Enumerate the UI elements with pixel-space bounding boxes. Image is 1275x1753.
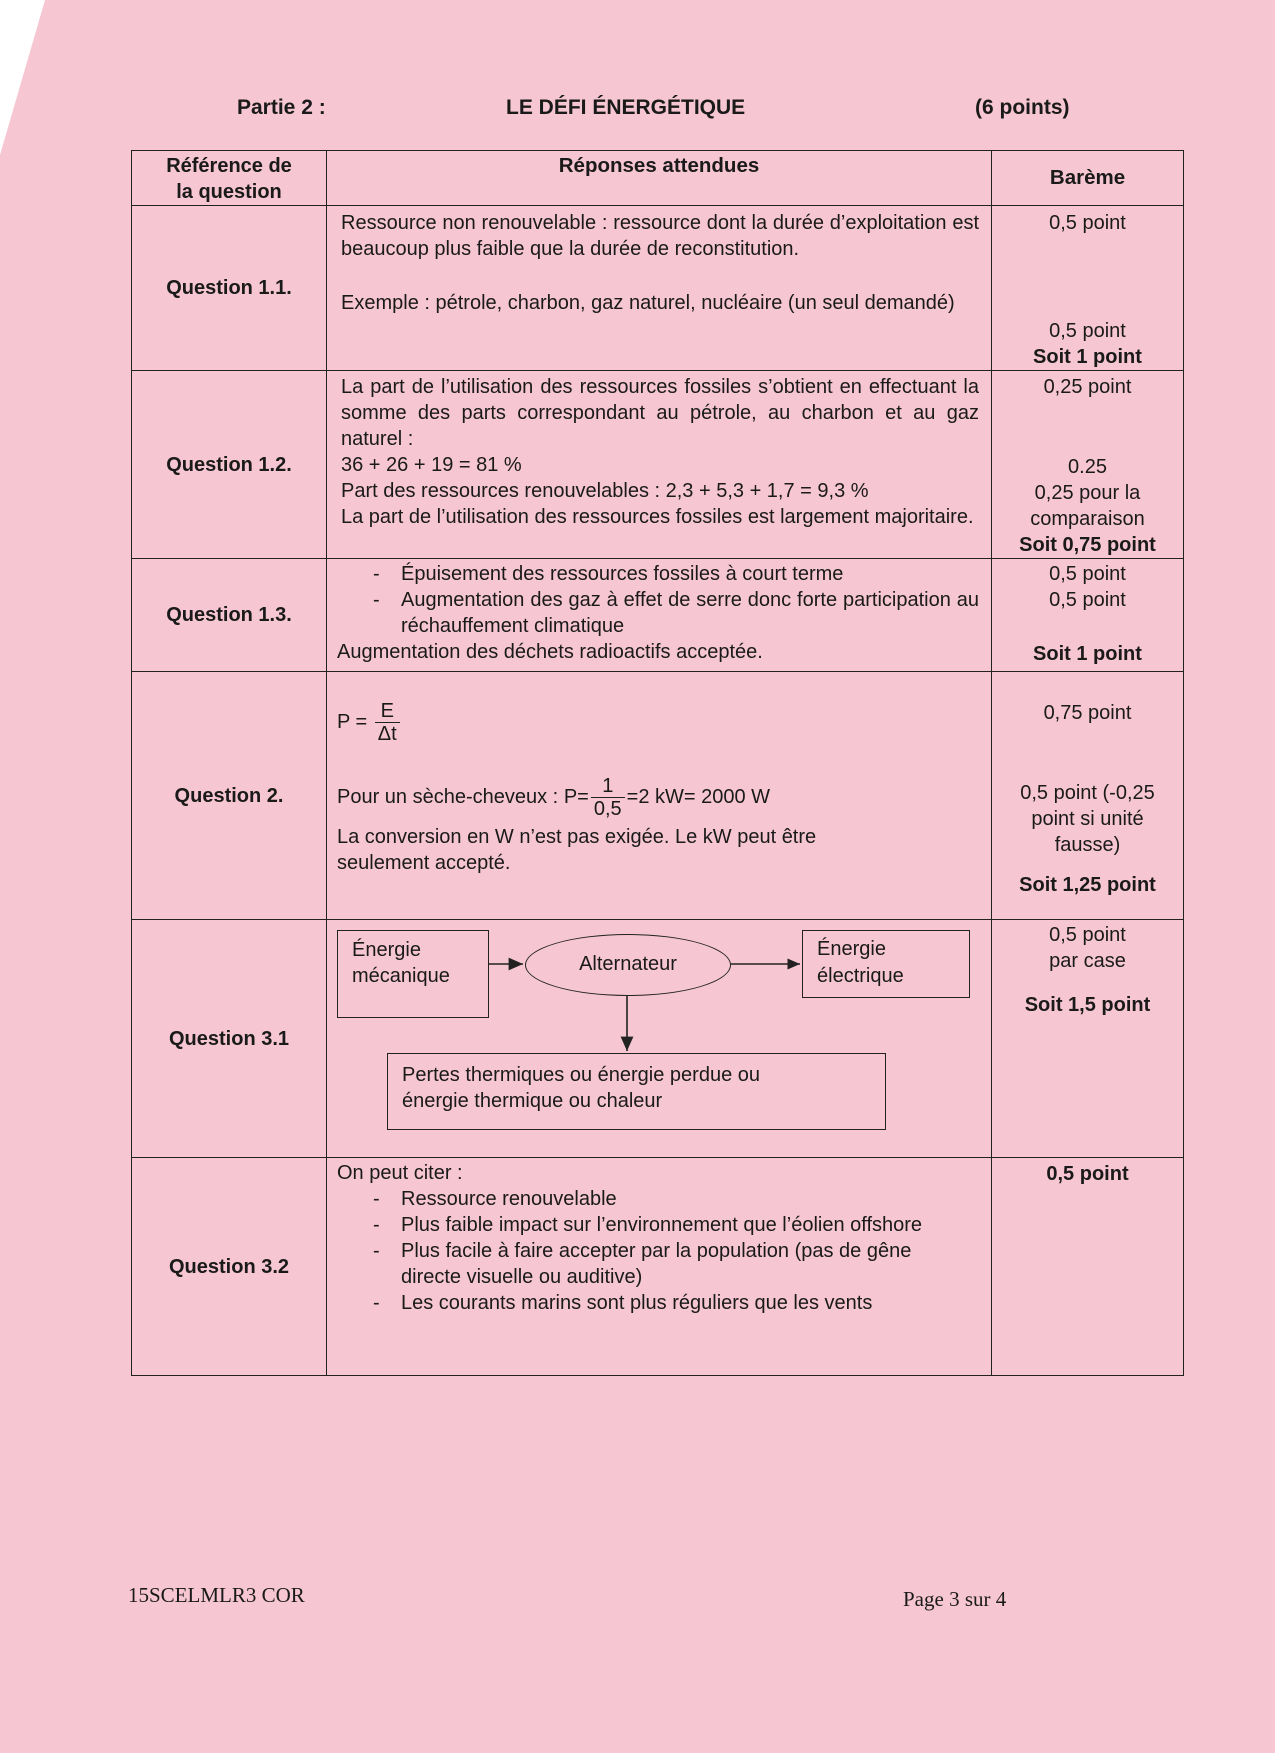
box-energie-mecanique-line1: Énergie [352, 939, 421, 961]
list-item: - Les courants marins sont plus réguliers que les vents [337, 1290, 979, 1316]
bareme-q12-1: 0,25 point [1043, 376, 1132, 398]
formula-denominator: Δt [377, 723, 397, 745]
seche-p: P= [563, 785, 589, 808]
table-row [132, 559, 1184, 672]
bareme-q11-total: Soit 1 point [1033, 346, 1142, 368]
seche-numerator: 1 [591, 775, 625, 798]
answer-q2 [327, 672, 992, 920]
table-row [132, 371, 1184, 559]
bareme-q11-2: 0,5 point [1049, 320, 1126, 342]
ref-q13: Question 1.3. [132, 559, 327, 672]
answer-q12-sum: 36 + 26 + 19 = 81 % [341, 454, 522, 476]
header-reference-line2: la question [176, 181, 282, 203]
bareme-q13-total: Soit 1 point [1033, 643, 1142, 665]
page-title: LE DÉFI ÉNERGÉTIQUE [506, 96, 746, 119]
bareme-q13-2: 0,5 point [1049, 589, 1126, 611]
answer-q13 [327, 559, 992, 672]
answer-q13-extra: Augmentation des déchets radioactifs acceptée. [337, 641, 763, 663]
answer-q12-conclusion: La part de l’utilisation des ressources fossiles est largement majoritaire. [341, 506, 974, 528]
box-pertes-line1: Pertes thermiques ou énergie perdue ou [402, 1064, 761, 1086]
table-row [132, 1158, 1184, 1376]
answer-q12-renewables: Part des ressources renouvelables : 2,3 + 5,3 + 1,7 = 9,3 % [341, 480, 869, 502]
answer-q2-note: La conversion en W n’est pas exigée. Le kW peut être seulement accepté. [337, 826, 817, 874]
seche-result: =2 kW= 2000 W [626, 785, 771, 808]
answer-q11 [327, 206, 992, 371]
answer-q32-intro: On peut citer : [337, 1162, 463, 1184]
page-corner [0, 0, 45, 155]
box-pertes-line2: énergie thermique ou chaleur [402, 1090, 663, 1112]
answer-q11-definition: Ressource non renouvelable : ressource dont la durée d’exploitation est beaucoup plus faible que la durée de reconstitution. [341, 212, 979, 260]
ref-q12: Question 1.2. [132, 371, 327, 559]
table-header-row [132, 151, 1184, 206]
formula-p: P = [337, 710, 368, 733]
header-bareme: Barème [992, 151, 1184, 206]
ref-q2: Question 2. [132, 672, 327, 920]
bareme-q2-1: 0,75 point [1043, 702, 1132, 724]
bareme-q11 [992, 206, 1184, 371]
ref-q11: Question 1.1. [132, 206, 327, 371]
box-energie-electrique-line2: électrique [817, 965, 904, 987]
list-item: - Plus facile à faire accepter par la population (pas de gêne directe visuelle ou auditive) [337, 1238, 979, 1290]
answer-table [131, 150, 1184, 1376]
document-code: 15SCELMLR3 COR [128, 1583, 305, 1607]
bareme-q2 [992, 672, 1184, 920]
points-label: (6 points) [975, 96, 1070, 119]
formula-numerator: E [375, 700, 400, 723]
answer-q11-example: Exemple : pétrole, charbon, gaz naturel, nucléaire (un seul demandé) [341, 292, 955, 314]
answer-q32 [327, 1158, 992, 1376]
bareme-q2-total: Soit 1,25 point [1019, 874, 1156, 896]
partie-label: Partie 2 : [237, 96, 326, 119]
bareme-q12-3b: comparaison [1030, 508, 1145, 530]
box-energie-electrique-line1: Énergie [817, 938, 886, 960]
answer-q12-intro: La part de l’utilisation des ressources fossiles s’obtient en effectuant la somme des parts correspondant au pétrole, au charbon et au gaz naturel : [341, 376, 979, 450]
bareme-q31-total: Soit 1,5 point [1024, 994, 1151, 1016]
box-pertes-thermiques [387, 1053, 886, 1130]
ref-q31: Question 3.1 [132, 920, 327, 1158]
ref-q32: Question 3.2 [132, 1158, 327, 1376]
bareme-q2-2a: 0,5 point (-0,25 [1020, 782, 1155, 804]
formula-fraction [375, 700, 400, 745]
page-number: Page 3 sur 4 [903, 1587, 1007, 1611]
list-item: - Épuisement des ressources fossiles à court terme [337, 561, 979, 587]
answer-q31-diagram [327, 920, 992, 1158]
formula-power [337, 700, 979, 745]
table-row [132, 672, 1184, 920]
bareme-q32: 0,5 point [992, 1158, 1184, 1376]
seche-cheveux-calc [337, 775, 979, 820]
bareme-q13-1: 0,5 point [1049, 563, 1126, 585]
list-item: - Augmentation des gaz à effet de serre donc forte participation au réchauffement climatique [337, 587, 979, 639]
seche-fraction [591, 775, 625, 820]
header-reference-line1: Référence de [166, 155, 292, 177]
answer-q13-list [337, 561, 979, 639]
bareme-q12 [992, 371, 1184, 559]
bareme-q31-1: 0,5 point [1049, 924, 1126, 946]
page-header [0, 96, 1275, 126]
bareme-q12-3a: 0,25 pour la [1034, 482, 1141, 504]
bareme-q31-2: par case [1049, 950, 1126, 972]
list-item: - Plus faible impact sur l’environnement que l’éolien offshore [337, 1212, 979, 1238]
answer-q12 [327, 371, 992, 559]
seche-prefix: Pour un sèche-cheveux : [337, 785, 559, 808]
table-row [132, 206, 1184, 371]
header-reference [132, 151, 327, 206]
answer-q32-list [337, 1186, 979, 1316]
bareme-q12-2: 0.25 [1068, 456, 1107, 478]
seche-denominator: 0,5 [593, 798, 622, 820]
bareme-q31 [992, 920, 1184, 1158]
bareme-q13 [992, 559, 1184, 672]
header-answers: Réponses attendues [327, 151, 992, 206]
ellipse-alternateur: Alternateur [525, 934, 731, 996]
bareme-q11-1: 0,5 point [1049, 212, 1126, 234]
bareme-q2-2b: point si unité [1031, 808, 1144, 830]
table-row [132, 920, 1184, 1158]
bareme-q12-total: Soit 0,75 point [1019, 534, 1156, 556]
box-energie-mecanique-line2: mécanique [352, 965, 450, 987]
bareme-q2-2c: fausse) [1054, 834, 1121, 856]
list-item: - Ressource renouvelable [337, 1186, 979, 1212]
